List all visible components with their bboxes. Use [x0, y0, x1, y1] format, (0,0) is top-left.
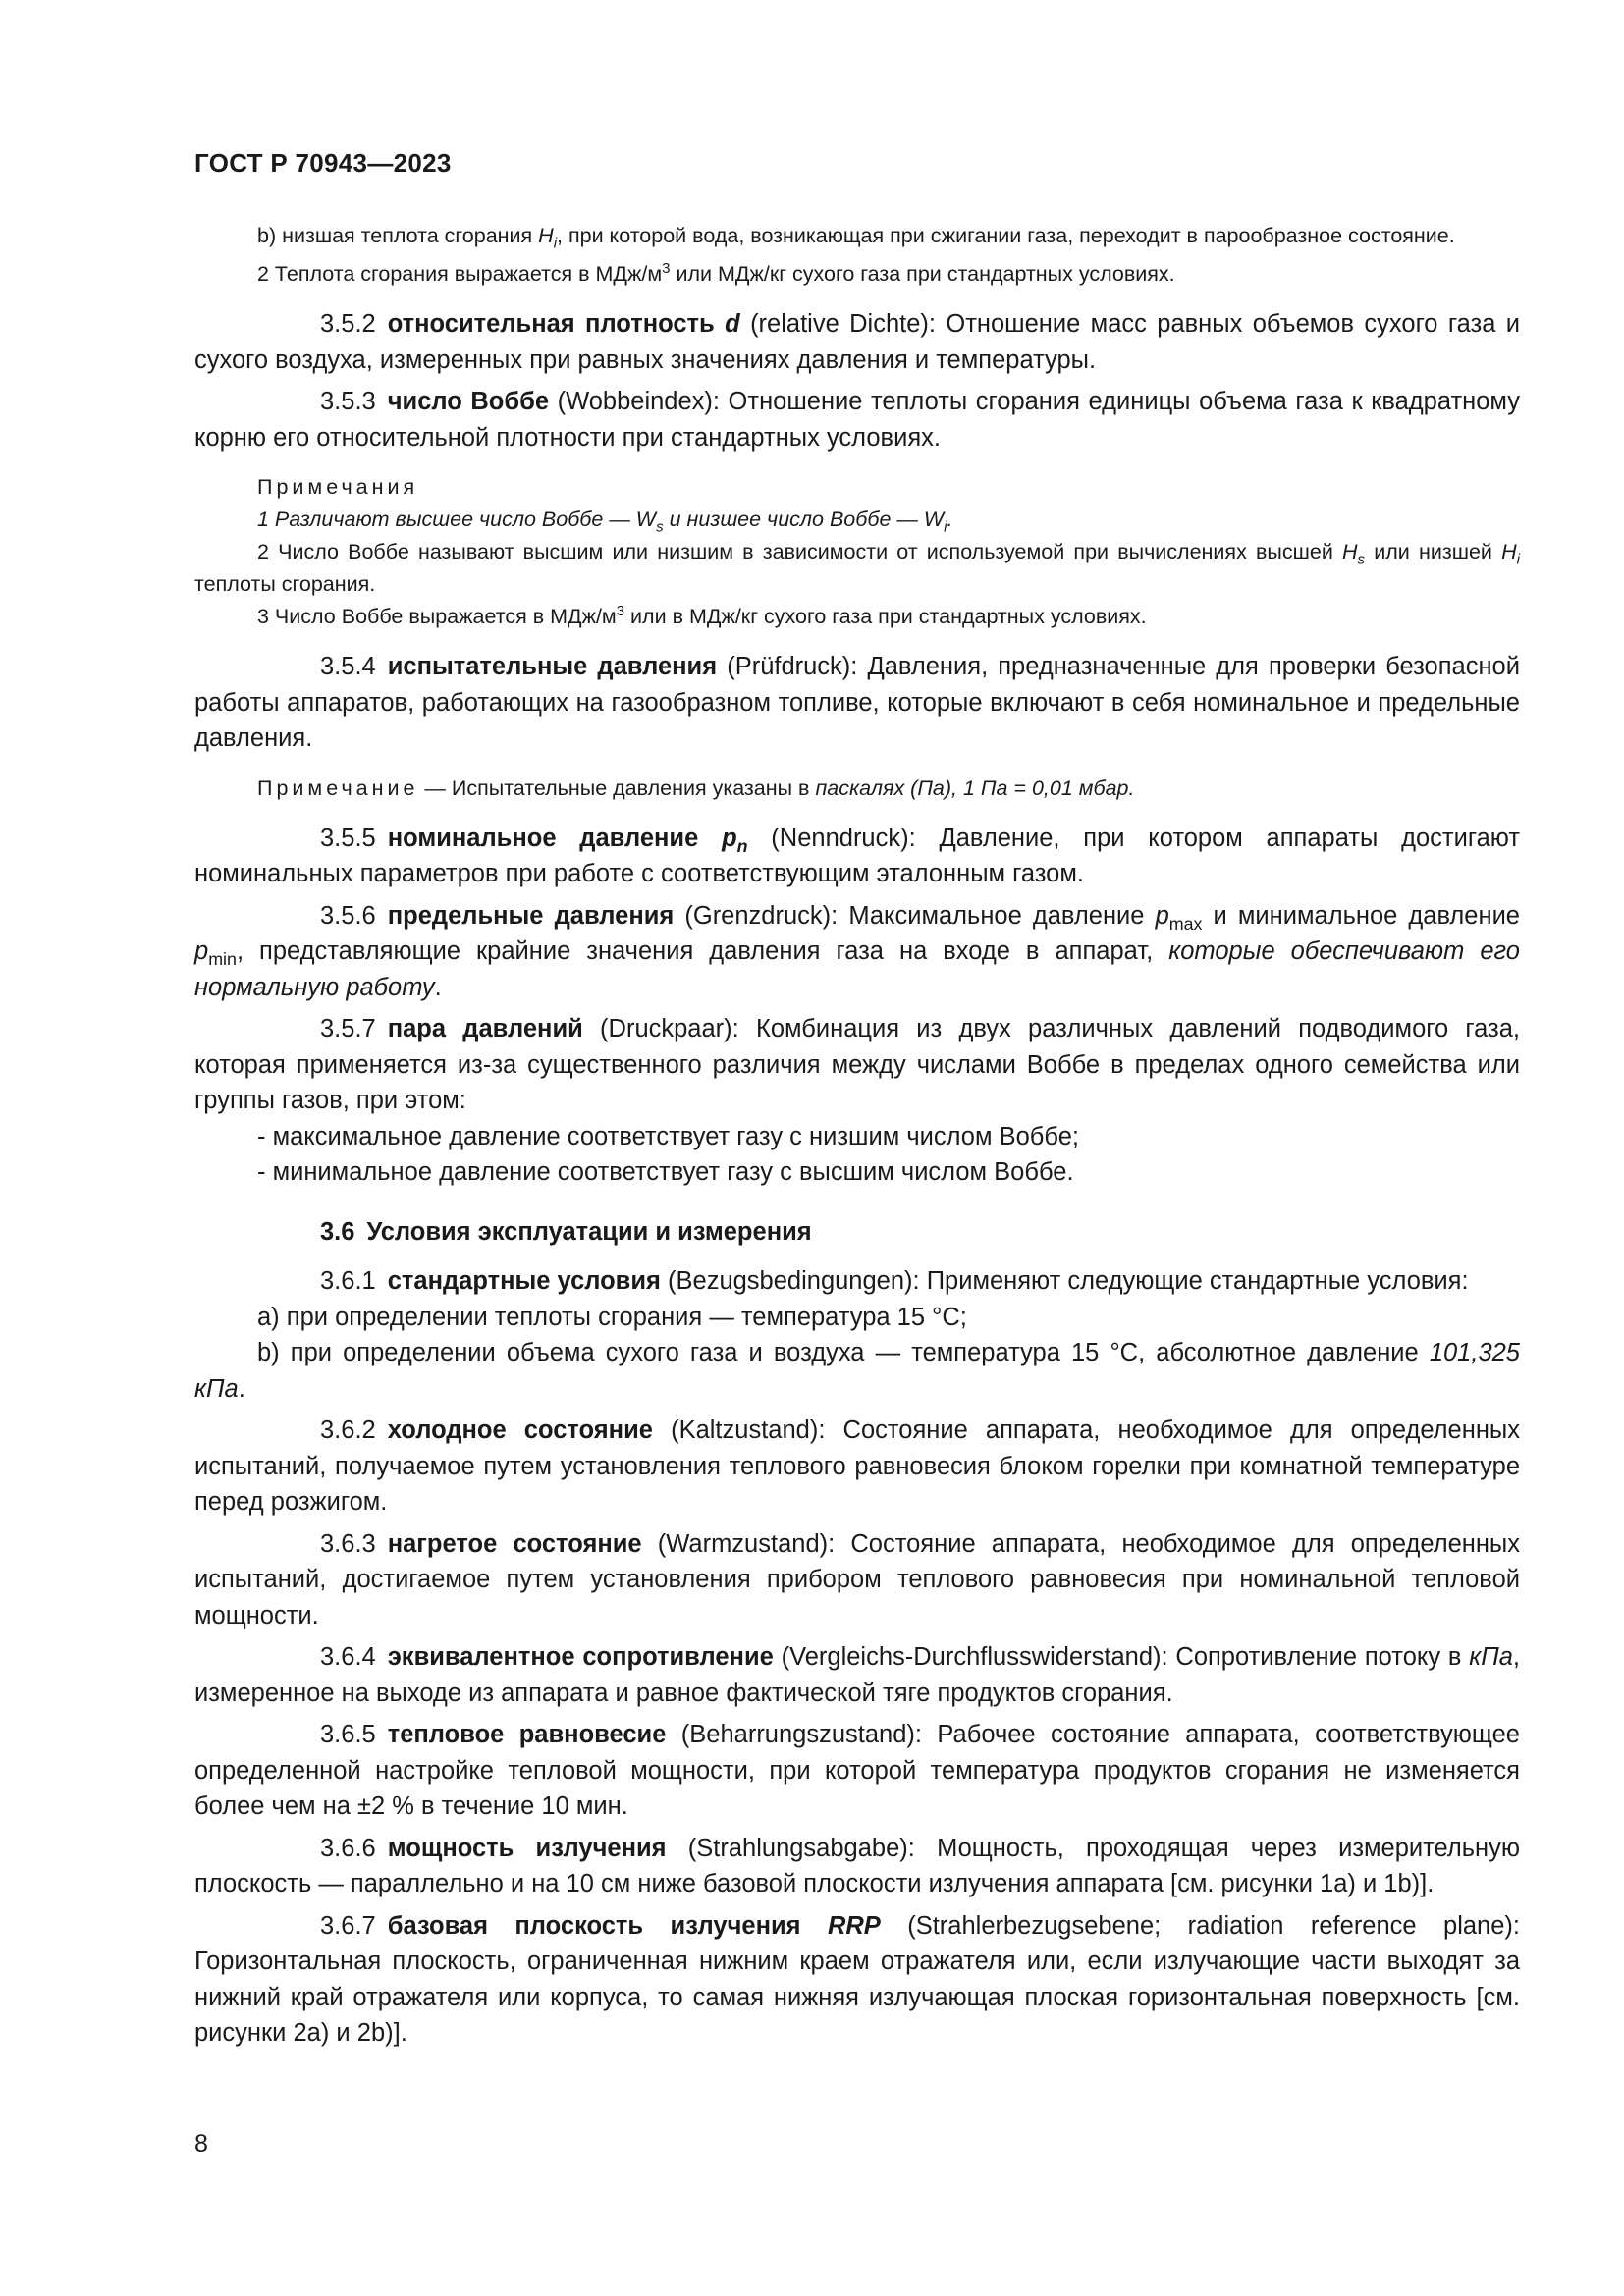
- clause-3-5-6: 3.5.6 предельные давления (Grenzdruck): Максимальное давление $p_{max}$ и минимальное давление $p_{min}$, представляющие крайние значения давления газа на входе в аппарат, которые обеспечивают его нормальную работу.: [194, 901, 1520, 1001]
- page-number: 8: [194, 2130, 208, 2158]
- note-3-5-4: Примечание — Испытательные давления указаны в паскалях (Па), 1 Па = 0,01 мбар.: [257, 775, 1135, 800]
- paragraph-3-5-1-b: b) низшая теплота сгорания $H_i$, при которой вода, возникающая при сжигании газа, переходит в парообразное состояние.: [257, 224, 1455, 252]
- notes-heading: Примечания: [257, 475, 419, 499]
- clause-3-5-2: 3.5.2 относительная плотность d (relative Dichte): Отношение масс равных объемов сухого газа и сухого воздуха, измеренных при равных значениях давления и температуры.: [194, 310, 1520, 374]
- clause-3-6-1: 3.6.1 стандартные условия (Bezugsbedingungen): Применяют следующие стандартные условия:: [320, 1267, 1469, 1295]
- list-item: - минимальное давление соответствует газу с высшим числом Воббе.: [257, 1158, 1074, 1186]
- clause-3-5-3: 3.5.3 число Воббе (Wobbeindex): Отношение теплоты сгорания единицы объема газа к квадратному корню его относительной плотности при стандартных условиях.: [194, 388, 1520, 452]
- note-2-wobbe: 2 Число Воббе называют высшим или низшим в зависимости от используемой при вычислениях высшей $H_s$ или низшей $H_i$ теплоты сгорания.: [194, 540, 1520, 596]
- note-3-wobbe: 3 Число Воббе выражается в МДж/$м^3$ или в МДж/кг сухого газа при стандартных условиях.: [257, 602, 1147, 628]
- section-3-6-heading: 3.6 Условия эксплуатации и измерения: [320, 1217, 812, 1246]
- clause-3-5-7: 3.5.7 пара давлений (Druckpaar): Комбинация из двух различных давлений подводимого газа, которая применяется из-за существенного различия между числами Воббе в пределах одного семейства или группы газов, при этом:: [194, 1015, 1520, 1114]
- note-2-heat-units: 2 Теплота сгорания выражается в МДж/$м^3$ или МДж/кг сухого газа при стандартных условиях.: [257, 259, 1175, 286]
- note-1-wobbe: 1 Различают высшее число Воббе — $W_s$ и низшее число Воббе — $W_i$.: [257, 507, 953, 536]
- document-header: ГОСТ Р 70943—2023: [194, 148, 452, 178]
- list-item: b) при определении объема сухого газа и воздуха — температура 15 °C, абсолютное давление 101,325 кПа.: [194, 1339, 1520, 1403]
- document-body: [194, 220, 1520, 2052]
- clause-3-5-4: 3.5.4 испытательные давления (Prüfdruck): Давления, предназначенные для проверки безопасной работы аппаратов, работающих на газообразном топливе, которые включают в себя номинальное и предельные давления.: [194, 653, 1520, 752]
- clause-3-6-5: 3.6.5 тепловое равновесие (Beharrungszustand): Рабочее состояние аппарата, соответствующее определенной настройке тепловой мощности, при которой температура продуктов сгорания не изменяется более чем на ±2 % в течение 10 мин.: [194, 1721, 1520, 1820]
- clause-3-6-4: 3.6.4 эквивалентное сопротивление (Vergleichs-Durchflusswiderstand): Сопротивление потоку в кПа, измеренное на выходе из аппарата и равное фактической тяге продуктов сгорания.: [194, 1643, 1521, 1707]
- list-item: a) при определении теплоты сгорания — температура 15 °C;: [257, 1303, 967, 1331]
- clause-3-6-7: 3.6.7 базовая плоскость излучения RRP (Strahlerbezugsebene; radiation reference plane): Горизонтальная плоскость, ограниченная нижним краем отражателя или, если излучающие части выходят за нижний край отражателя или корпуса, то самая нижняя излучающая плоская горизонтальная поверхность [см. рисунки 2a) и 2b)].: [194, 1911, 1520, 2047]
- clause-3-6-3: 3.6.3 нагретое состояние (Warmzustand): Состояние аппарата, необходимое для определенных испытаний, достигаемое путем установления прибором теплового равновесия при номинальной тепловой мощности.: [194, 1529, 1521, 1629]
- clause-3-6-2: 3.6.2 холодное состояние (Kaltzustand): Состояние аппарата, необходимое для определенных испытаний, получаемое путем установления теплового равновесия блоком горелки при комнатной температуре перед розжигом.: [194, 1416, 1520, 1516]
- list-item: - максимальное давление соответствует газу с низшим числом Воббе;: [257, 1122, 1079, 1150]
- clause-3-5-5: 3.5.5 номинальное давление $p_n$ (Nenndruck): Давление, при котором аппараты достигают номинальных параметров при работе с соответствующим эталонным газом.: [194, 824, 1521, 887]
- clause-3-6-6: 3.6.6 мощность излучения (Strahlungsabgabe): Мощность, проходящая через измерительную плоскость — параллельно и на 10 см ниже базовой плоскости излучения аппарата [см. рисунки 1a) и 1b)].: [194, 1834, 1521, 1897]
